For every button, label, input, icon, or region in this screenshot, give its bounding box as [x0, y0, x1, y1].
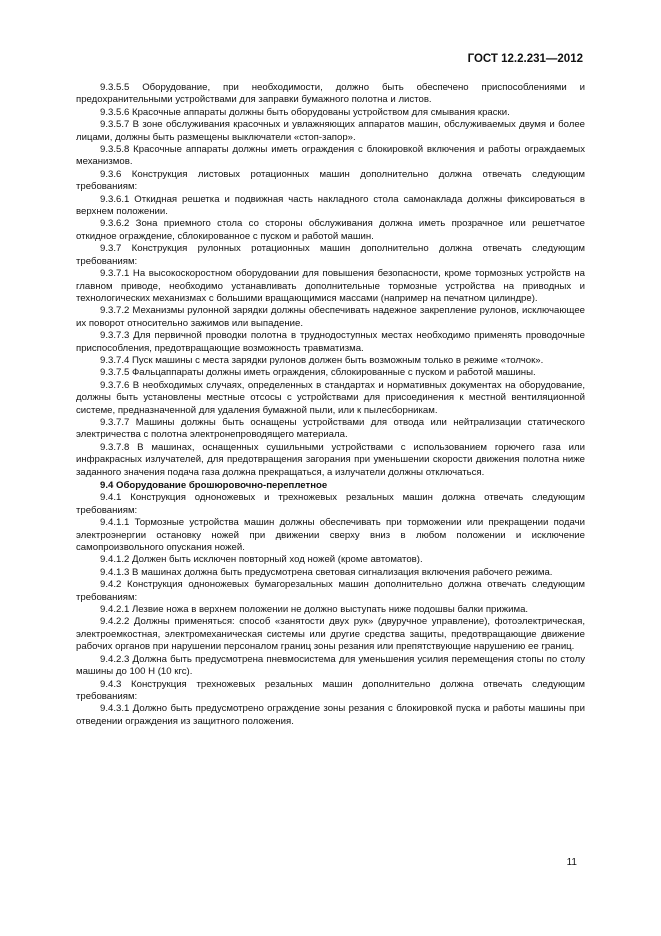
clause-paragraph: 9.3.6 Конструкция листовых ротационных машин дополнительно должна отвечать следующим требованиям: — [76, 168, 585, 193]
clause-paragraph: 9.3.5.5 Оборудование, при необходимости, должно быть обеспечено приспособлениями и предохранительными устройствами для заправки бумажного полотна и листов. — [76, 82, 585, 106]
clause-paragraph: 9.3.5.8 Красочные аппараты должны иметь ограждения с блокировкой включения и работы ограждаемых механизмов. — [76, 144, 585, 168]
clause-paragraph: 9.4.2.2 Должны применяться: способ «занятости двух рук» (двуручное управление), фотоэлектрическая, электроемкостная, электромеханическая системы или другие средства защиты, предотвращающие движение рабочих органов при нарушении персоналом границ зоны резания или препятствующие нарушению ее границ. — [76, 616, 585, 653]
clause-paragraph: 9.4.1.3 В машинах должна быть предусмотрена световая сигнализация включения рабочего режима. — [100, 566, 553, 578]
standard-code-header: ГОСТ 12.2.231—2012 — [467, 53, 583, 65]
clause-paragraph: 9.3.7.8 В машинах, оснащенных сушильными устройствами с использованием горючего газа или инфракрасных излучателей, для предотвращения загорания при уменьшении скорости движения полотна ниже заданного значения подача газа должна прекращаться, а излучатели должны отключаться. — [76, 441, 585, 478]
clause-paragraph: 9.4.1.1 Тормозные устройства машин должны обеспечивать при торможении или прекращении подачи электроэнергии остановку ножей при движении сверху вниз в любом положении и исключение самопроизвольного опускания ножей. — [76, 517, 585, 554]
clause-paragraph: 9.3.7.3 Для первичной проводки полотна в труднодоступных местах необходимо применять проводочные приспособления, предотвращающие возможность травматизма. — [76, 330, 585, 354]
clause-paragraph: 9.3.6.1 Откидная решетка и подвижная часть накладного стола самонаклада должны фиксироваться в верхнем положении. — [76, 193, 585, 218]
clause-paragraph: 9.4.3 Конструкция трехножевых резальных машин дополнительно должна отвечать следующим требованиям: — [76, 678, 585, 702]
document-body — [76, 82, 585, 728]
clause-paragraph: 9.3.7.5 Фальцаппараты должны иметь ограждения, сблокированные с пуском и работой машины. — [100, 367, 536, 379]
clause-paragraph: 9.4.2.1 Лезвие ножа в верхнем положении не должно выступать ниже подошвы балки прижима. — [100, 604, 529, 616]
clause-paragraph: 9.3.7 Конструкция рулонных ротационных машин дополнительно должна отвечать следующим требованиям: — [76, 243, 585, 267]
clause-paragraph: 9.4.2.3 Должна быть предусмотрена пневмосистема для уменьшения усилия перемещения стопы по столу машины до 100 Н (10 кгс). — [76, 653, 585, 678]
clause-paragraph: 9.3.7.4 Пуск машины с места зарядки рулонов должен быть возможным только в режиме «толчок». — [100, 354, 544, 366]
clause-paragraph: 9.4.2 Конструкция одноножевых бумагорезальных машин дополнительно должна отвечать следующим требованиям: — [76, 579, 585, 603]
clause-paragraph: 9.3.6.2 Зона приемного стола со стороны обслуживания должна иметь прозрачное или решетчатое откидное ограждение, сблокированное с пуском и работой машин. — [76, 218, 585, 242]
clause-paragraph: 9.3.7.2 Механизмы рулонной зарядки должны обеспечивать надежное закрепление рулонов, исключающее их поворот относительно зажимов или выпадение. — [76, 305, 585, 329]
clause-paragraph: 9.3.7.6 В необходимых случаях, определенных в стандартах и нормативных документах на оборудование, должны быть установлены местные отсосы с устройствами для присоединения к местной вентиляционной системе, предназначенной для удаления бумажной пыли, или к пылесборникам. — [76, 379, 585, 416]
clause-paragraph: 9.3.7.7 Машины должны быть оснащены устройствами для отвода или нейтрализации статического электричества с полотна электронепроводящего материала. — [76, 416, 585, 441]
clause-paragraph: 9.3.7.1 На высокоскоростном оборудовании для повышения безопасности, кроме тормозных устройств на главном приводе, необходимо устанавливать дополнительные тормозные устройства на приводных и технологических механизмах с большими вращающимися массами (например на печатном цилиндре). — [76, 268, 585, 304]
clause-paragraph: 9.3.5.6 Красочные аппараты должны быть оборудованы устройством для смывания краски. — [100, 106, 510, 118]
page-number: 11 — [566, 857, 577, 868]
clause-paragraph: 9.4.1 Конструкция одноножевых и трехножевых резальных машин должна отвечать следующим требованиям: — [76, 492, 585, 516]
clause-paragraph: 9.4.3.1 Должно быть предусмотрено ограждение зоны резания с блокировкой пуска и работы машины при отведении ограждения из защитного положения. — [76, 703, 585, 727]
clause-paragraph: 9.4.1.2 Должен быть исключен повторный ход ножей (кроме автоматов). — [100, 554, 423, 566]
clause-paragraph: 9.3.5.7 В зоне обслуживания красочных и увлажняющих аппаратов машин, обслуживаемых двумя и более лицами, должны быть размещены выключатели «стоп-запор». — [76, 119, 585, 143]
section-heading: 9.4 Оборудование брошюровочно-переплетное — [100, 480, 328, 491]
